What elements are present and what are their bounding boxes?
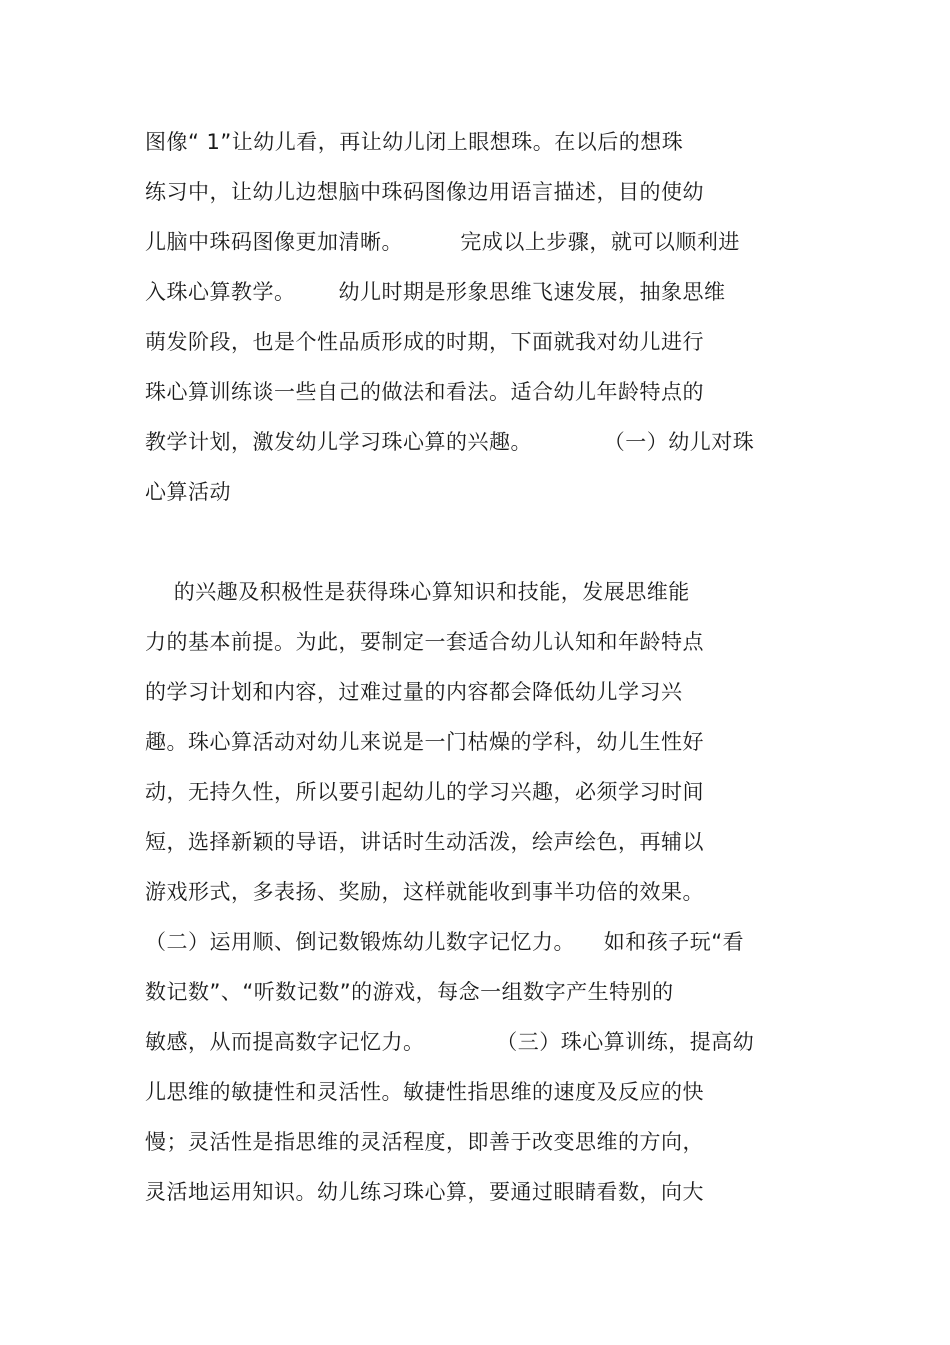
text-line: 珠心算训练谈一些自己的做法和看法。适合幼儿年龄特点的: [145, 380, 704, 404]
text-line: 力的基本前提。为此，要制定一套适合幼儿认知和年龄特点: [145, 630, 704, 654]
text-line: 儿思维的敏捷性和灵活性。敏捷性指思维的速度及反应的快: [145, 1080, 704, 1104]
text-line: 动，无持久性，所以要引起幼儿的学习兴趣，必须学习时间: [145, 780, 704, 804]
text-line: 图像“ 1”让幼儿看，再让幼儿闭上眼想珠。在以后的想珠: [145, 130, 684, 154]
text-line: 萌发阶段，也是个性品质形成的时期，下面就我对幼儿进行: [145, 330, 704, 354]
text-line: 敏感，从而提高数字记忆力。 （三）珠心算训练，提高幼: [145, 1030, 755, 1054]
text-line: 游戏形式，多表扬、奖励，这样就能收到事半功倍的效果。: [145, 880, 704, 904]
text-line: 的学习计划和内容，过难过量的内容都会降低幼儿学习兴: [145, 680, 683, 704]
text-line: 灵活地运用知识。幼儿练习珠心算，要通过眼睛看数，向大: [145, 1180, 704, 1204]
text-line: 短，选择新颖的导语，讲话时生动活泼，绘声绘色，再辅以: [145, 830, 704, 854]
text-line: 慢；灵活性是指思维的灵活程度，即善于改变思维的方向，: [145, 1130, 704, 1154]
text-line: （二）运用顺、倒记数锻炼幼儿数字记忆力。 如和孩子玩“看: [145, 930, 745, 954]
text-line: 儿脑中珠码图像更加清晰。 完成以上步骤，就可以顺利进: [145, 230, 740, 254]
text-line: 心算活动: [145, 480, 231, 504]
text-line: 数记数”、“听数记数”的游戏，每念一组数字产生特别的: [145, 980, 674, 1004]
text-line: 教学计划，激发幼儿学习珠心算的兴趣。 （一）幼儿对珠: [145, 430, 755, 454]
text-line: 趣。珠心算活动对幼儿来说是一门枯燥的学科，幼儿生性好: [145, 730, 704, 754]
text-line: 的兴趣及积极性是获得珠心算知识和技能，发展思维能: [145, 580, 690, 604]
text-line: 入珠心算教学。 幼儿时期是形象思维飞速发展，抽象思维: [145, 280, 726, 304]
text-line: 练习中，让幼儿边想脑中珠码图像边用语言描述，目的使幼: [145, 180, 704, 204]
